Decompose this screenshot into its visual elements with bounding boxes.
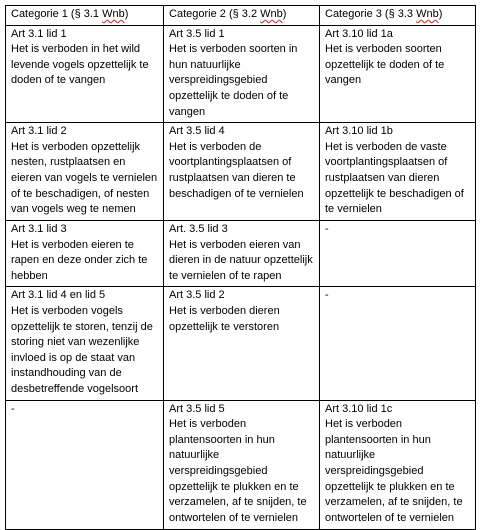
table-cell [320, 25, 476, 123]
table-cell [6, 123, 164, 221]
wnb-abbreviation: Wnb [260, 8, 283, 20]
prohibition-text: Het is verboden eieren te rapen en deze onder zich te hebben [11, 238, 148, 282]
prohibition-text: Het is verboden plantensoorten in hun natuurlijke verspreidingsgebied opzettelijk te plukken en te verzamelen, af te snijden, te ontwortelen of te vernielen [325, 418, 463, 524]
table-cell [164, 220, 320, 286]
table-cell [320, 400, 476, 529]
article-reference: - [325, 289, 329, 302]
table-cell [164, 287, 320, 400]
wnb-abbreviation: Wnb [416, 8, 439, 20]
table-row [6, 25, 476, 123]
table-row [6, 220, 476, 286]
table-cell [320, 220, 476, 286]
prohibition-text: Het is verboden de vaste voortplantingsplaatsen of rustplaatsen van dieren opzettelijk te beschadigen of te vernielen [325, 140, 464, 216]
article-reference: Art 3.5 lid 1 [169, 27, 225, 40]
article-reference: Art 3.5 lid 5 [169, 402, 225, 415]
table-cell [164, 123, 320, 221]
article-reference: - [11, 402, 15, 415]
prohibition-text: Het is verboden dieren opzettelijk te verstoren [169, 304, 280, 333]
table-cell [320, 123, 476, 221]
prohibition-text: Het is verboden soorten opzettelijk te doden of te vangen [325, 43, 445, 87]
header-categorie-3: Categorie 3 (§ 3.3 Wnb) [320, 6, 476, 26]
article-reference: Art 3.5 lid 2 [169, 289, 225, 302]
header-categorie-2: Categorie 2 (§ 3.2 Wnb) [164, 6, 320, 26]
table-row [6, 123, 476, 221]
article-reference: Art 3.5 lid 4 [169, 125, 225, 138]
article-reference: - [325, 222, 329, 235]
table-cell [164, 400, 320, 529]
article-reference: Art 3.10 lid 1a [325, 27, 393, 40]
table-cell [320, 287, 476, 400]
article-reference: Art. 3.5 lid 3 [169, 222, 228, 235]
article-reference: Art 3.10 lid 1b [325, 125, 393, 138]
table-row [6, 287, 476, 400]
header-categorie-1: Categorie 1 (§ 3.1 Wnb) [6, 6, 164, 26]
prohibition-text: Het is verboden opzettelijk nesten, rustplaatsen en eieren van vogels te vernielen of te beschadigen, of nesten van vogels weg te nemen [11, 140, 158, 216]
article-reference: Art 3.1 lid 3 [11, 222, 67, 235]
table-cell [6, 287, 164, 400]
prohibition-text: Het is verboden soorten in hun natuurlijke verspreidingsgebied opzettelijk te doden of te vangen [169, 43, 298, 118]
table-cell [6, 25, 164, 123]
prohibition-text: Het is verboden vogels opzettelijk te storen, tenzij de storing niet van wezenlijke invloed is op de staat van instandhouding van de desbetreffende vogelsoort [11, 304, 153, 396]
article-reference: Art 3.1 lid 1 [11, 27, 67, 40]
wnb-abbreviation: Wnb [102, 8, 125, 20]
table-row [6, 400, 476, 529]
prohibition-text: Het is verboden eieren van dieren in de natuur opzettelijk te vernielen of te rapen [169, 238, 313, 282]
article-reference: Art 3.1 lid 4 en lid 5 [11, 289, 106, 302]
prohibition-text: Het is verboden plantensoorten in hun natuurlijke verspreidingsgebied opzettelijk te plukken en te verzamelen, af te snijden, te ontwortelen of te vernielen [169, 418, 307, 524]
article-reference: Art 3.1 lid 2 [11, 125, 67, 138]
wnb-categories-table [5, 5, 476, 530]
table-cell [6, 400, 164, 529]
article-reference: Art 3.10 lid 1c [325, 402, 393, 415]
header-row [6, 6, 476, 26]
table-cell [6, 220, 164, 286]
table-cell [164, 25, 320, 123]
prohibition-text: Het is verboden in het wild levende vogels opzettelijk te doden of te vangen [11, 43, 149, 87]
prohibition-text: Het is verboden de voortplantingsplaatsen of rustplaatsen van dieren te beschadigen of te vernielen [169, 140, 304, 200]
